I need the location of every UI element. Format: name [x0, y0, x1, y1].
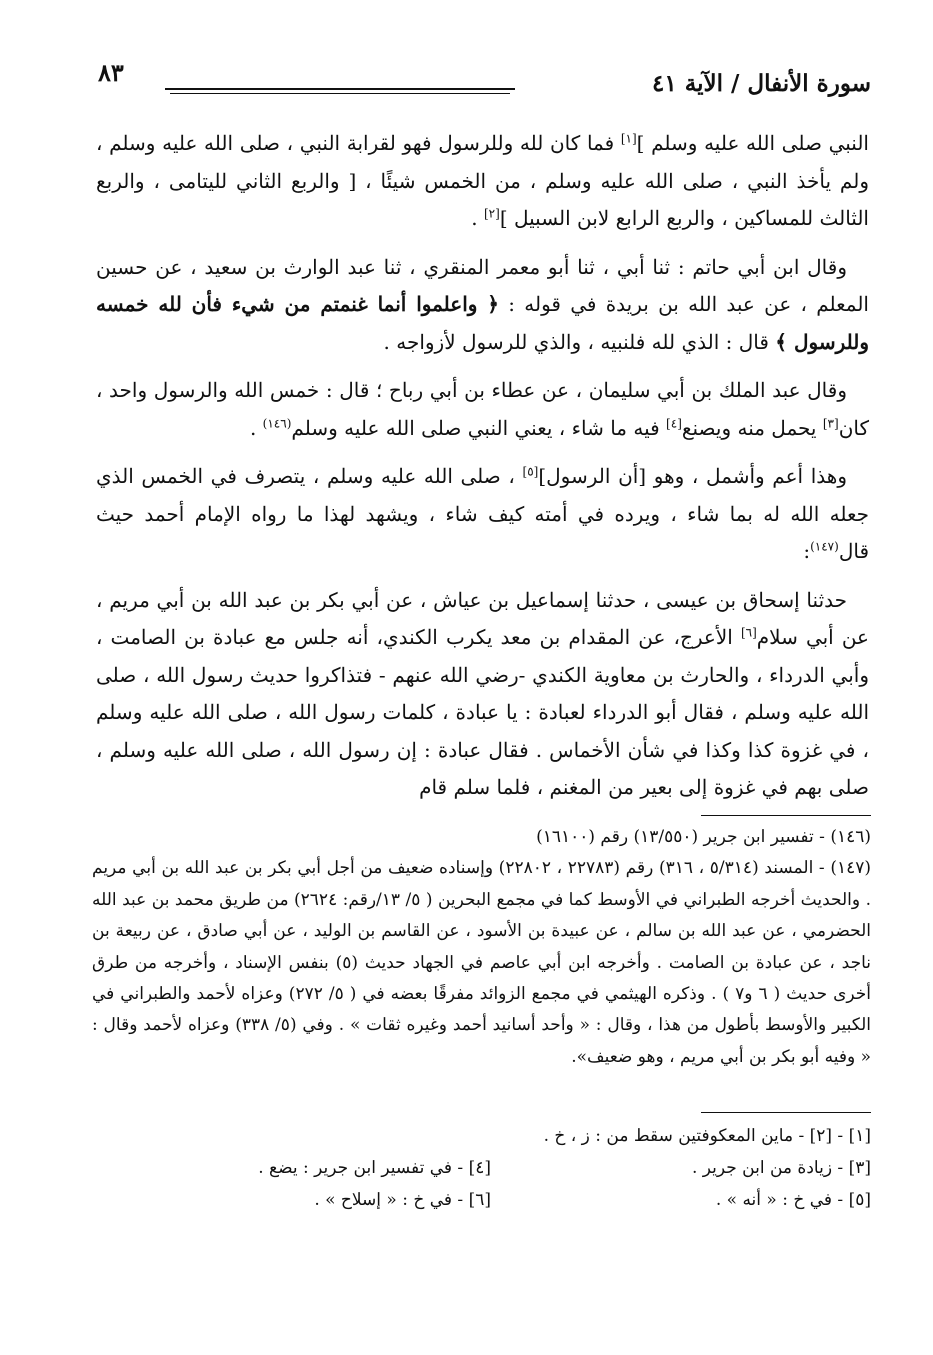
note-5: [٥] - في خ : « أنه » .: [715, 1190, 871, 1210]
notes-row: [92, 1152, 871, 1184]
note-3: [٣] - زيادة من ابن جرير .: [691, 1158, 871, 1178]
note-ref: [٥]: [522, 464, 539, 479]
note-ref: [١]: [620, 131, 637, 146]
page-number: ٨٣: [98, 58, 124, 87]
editorial-notes: [92, 1120, 871, 1216]
footnote-ref: (١٤٧): [810, 539, 839, 554]
footnotes: [92, 822, 871, 1073]
paragraph-text: النبي صلى الله عليه وسلم ]: [636, 131, 869, 155]
note-ref: [٤]: [666, 415, 682, 430]
paragraph-text: قال : الذي لله فلنبيه ، والذي للرسول لأزواجه .: [383, 329, 776, 354]
note-ref: [٣]: [822, 415, 839, 430]
paragraph-text: وقال ابن أبي حاتم : ثنا أبي ، ثنا أبو معمر المنقري ، ثنا عبد الوارث بن سعيد ، عن حسين المعلم ، عن عبد الله بن بريدة في قوله :: [96, 254, 869, 316]
note-ref: [٢]: [483, 206, 500, 221]
notes-rule: [701, 1112, 871, 1113]
paragraph-text: ، صلى الله عليه وسلم ، يتصرف في الخمس الذي جعله الله له بما شاء ، ويرده في أمته كيف شاء ، ويشهد لهذا ما رواه الإمام أحمد حيث قال: [96, 464, 869, 563]
paragraph-4: [96, 458, 869, 571]
footnote-147: (١٤٧) - المسند (٥/٣١٤ ، ٣١٦) رقم (٢٢٧٨٣ ، ٢٢٨٠٢) وإسناده ضعيف من أجل أبي بكر بن عبد الله بن أبي مريم . والحديث أخرجه الطبراني في الأوسط كما في مجمع البحرين ( ٥/ ١٣/رقم: ٢٦٢٤) من طريق محمد بن عبد الله الحضرمي ، عن عبد الله بن سالم ، عن عبيدة بن الأسود ، عن القاسم بن الوليد ، عن أبي صادق ، عن ربيعة بن ناجد ، عن عبادة بن الصامت . وأخرجه ابن أبي عاصم في الجهاد حديث (٥) بنفس الإسناد ، وأخرجه من طرق أخرى حديث ( ٦ و٧ ) . وذكره الهيثمي في مجمع الزوائد مفرقًا بعضه في ( ٥/ ٢٧٢) وعزاه لأحمد والطبراني في الكبير والأوسط بأطول من هذا ، وقال : « وأحد أسانيد أحمد وغيره ثقات » . وفي (٥/ ٣٣٨) وعزاه لأحمد وقال : « وفيه أبو بكر بن أبي مريم ، وهو ضعيف».: [92, 858, 872, 1067]
paragraph-2: [96, 249, 869, 362]
paragraph-text: :: [803, 539, 811, 563]
footnote-146: (١٤٦) - تفسير ابن جرير (١٣/٥٥٠) رقم (١٦١٠٠): [536, 827, 871, 847]
header-rule: [165, 88, 515, 90]
paragraph-text: فما كان لله وللرسول فهو لقرابة النبي ، صلى الله عليه وسلم ، ولم يأخذ النبي ، صلى الله عليه وسلم ، من الخمس شيئًا ، [ والربع الثاني لليتامى ، والربع الثالث للمساكين ، والربع الرابع لابن السبيل ]: [96, 131, 869, 230]
main-text: [96, 125, 869, 818]
paragraph-1: [96, 125, 869, 238]
paragraph-3: [96, 372, 869, 447]
paragraph-text: حدثنا إسحاق بن عيسى ، حدثنا إسماعيل بن عياش ، عن أبي بكر بن عبد الله بن أبي مريم ، عن أبي سلام: [96, 587, 869, 649]
note-6: [٦] - في خ : « إسلاح » .: [314, 1190, 491, 1210]
paragraph-5: [96, 582, 869, 807]
running-header-title: سورة الأنفال / الآية ٤١: [652, 70, 871, 97]
paragraph-text: فيه ما شاء ، يعني النبي صلى الله عليه وسلم: [291, 415, 667, 440]
paragraph-text: الأعرج، عن المقدام بن معد يكرب الكندي، أنه جلس مع عبادة بن الصامت ، وأبي الدرداء ، والحارث بن معاوية الكندي -رضي الله عنهم - فتذاكروا حديث رسول الله ، صلى الله عليه وسلم ، فقال أبو الدرداء لعبادة : يا عبادة ، كلمات رسول الله ، صلى الله عليه وسلم ، في غزوة كذا وكذا في شأن الأخماس . فقال عبادة : إن رسول الله ، صلى الله عليه وسلم ، صلى بهم في غزوة إلى بعير من المغنم ، فلما سلم قام: [96, 625, 870, 799]
paragraph-text: .: [249, 415, 263, 440]
paragraph-text: .: [471, 206, 484, 230]
note-1-2: [١] - [٢] - ماين المعكوفتين سقط من : ز ، خ .: [543, 1126, 871, 1146]
header-rule-thin: [170, 93, 510, 94]
note-ref: [٦]: [740, 625, 757, 640]
notes-row: [92, 1120, 871, 1152]
footnote-rule: [701, 815, 871, 816]
paragraph-text: وهذا أعم وأشمل ، وهو [أن الرسول]: [538, 464, 847, 488]
quran-verse: ﴿ واعلموا أنما غنمتم من شيء فأن لله خمسه وللرسول ﴾: [96, 292, 869, 354]
note-4: [٤] - في تفسير ابن جرير : يضع .: [258, 1158, 491, 1178]
notes-row: [92, 1184, 871, 1216]
paragraph-text: وقال عبد الملك بن أبي سليمان ، عن عطاء بن أبي رباح ؛ قال : خمس الله والرسول واحد ، كان: [96, 378, 869, 440]
footnote-ref: (١٤٦): [262, 415, 292, 430]
paragraph-text: يحمل منه ويصنع: [681, 415, 823, 440]
